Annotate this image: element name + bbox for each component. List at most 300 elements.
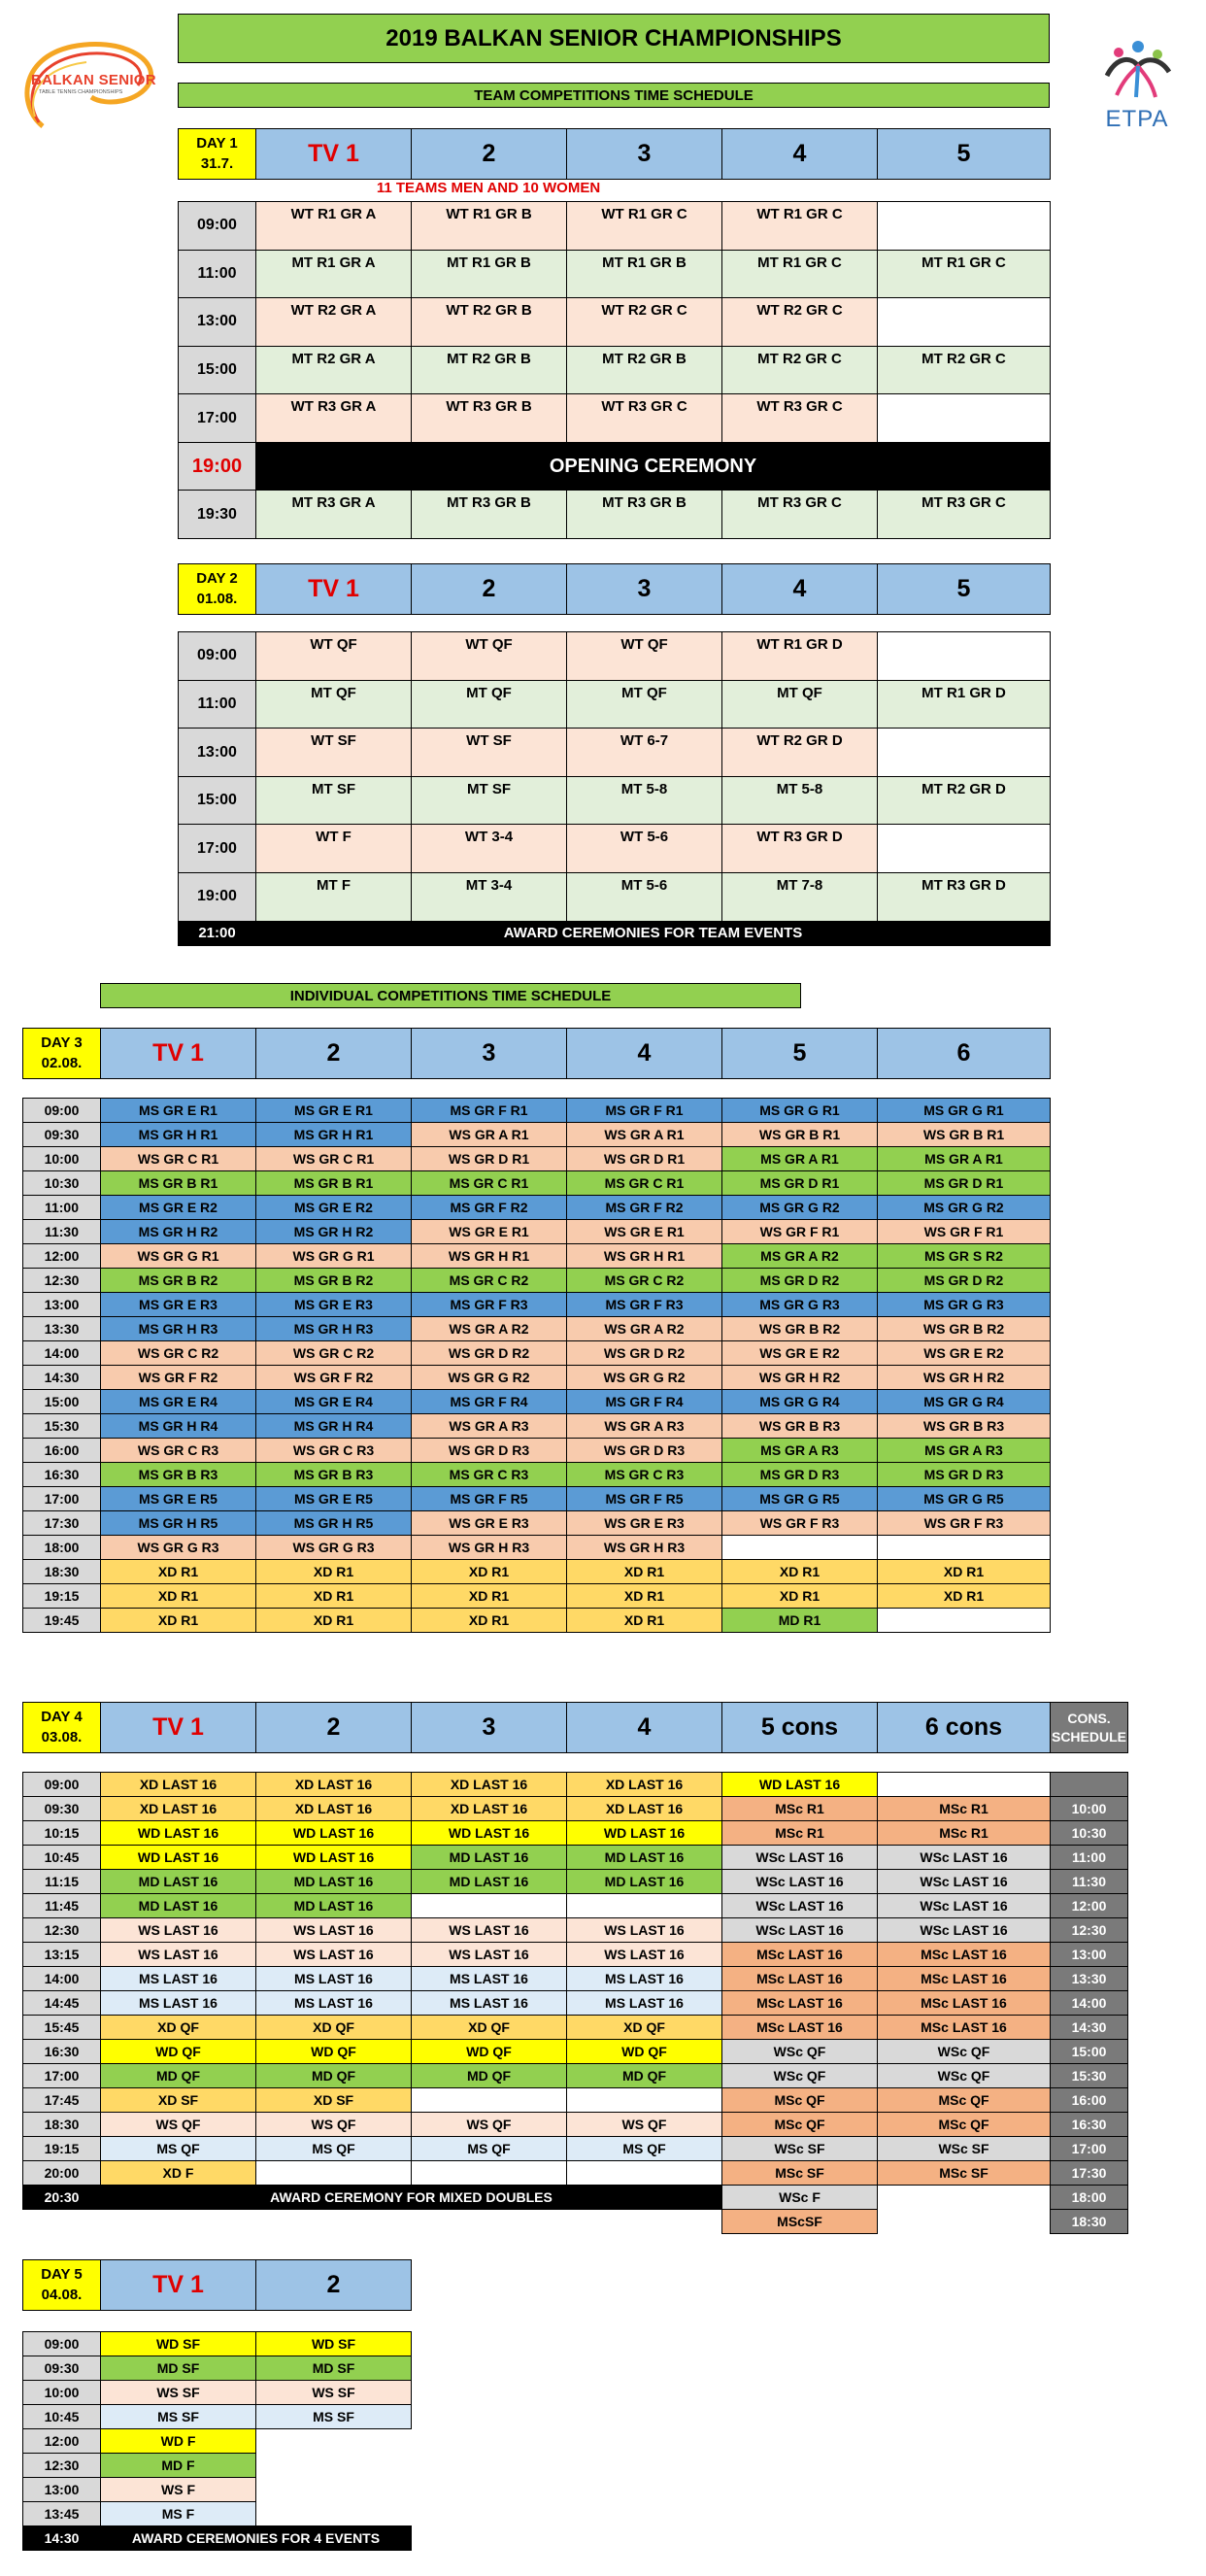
time-cell: 17:45: [23, 2088, 101, 2113]
footer-row: [179, 921, 1051, 945]
event-cell: MS GR F R3: [567, 1293, 722, 1317]
day2-label: DAY 2 01.08.: [179, 564, 256, 615]
event-cell: WD LAST 16: [722, 1773, 878, 1797]
day4-schedule: [22, 1772, 1128, 2234]
event-cell: MS QF: [567, 2137, 722, 2161]
ceremony-banner: OPENING CEREMONY: [256, 442, 1051, 491]
event-cell: WT R1 GR B: [412, 202, 567, 251]
event-cell: MT R2 GR A: [256, 346, 412, 394]
event-cell: MS GR D R3: [722, 1463, 878, 1487]
event-cell: MS GR B R1: [101, 1171, 256, 1196]
event-cell: MSc LAST 16: [722, 1991, 878, 2016]
event-cell: MS GR D R1: [722, 1171, 878, 1196]
event-cell: MS GR G R1: [878, 1099, 1051, 1123]
time-cell: 13:00: [23, 2478, 101, 2502]
event-cell: WS GR F R1: [878, 1220, 1051, 1244]
event-cell: MD LAST 16: [567, 1870, 722, 1894]
cons-time-cell: 12:00: [1051, 1894, 1128, 1918]
event-cell: WT R3 GR C: [722, 394, 878, 443]
event-cell: MT R2 GR C: [722, 346, 878, 394]
event-cell: XD R1: [256, 1560, 412, 1584]
time-cell: 17:00: [23, 2064, 101, 2088]
event-cell: XD R1: [412, 1609, 567, 1633]
event-cell: MT R2 GR B: [412, 346, 567, 394]
schedule-row: [179, 442, 1051, 491]
schedule-row: [179, 298, 1051, 347]
event-cell: WS GR E R2: [878, 1341, 1051, 1366]
event-cell: WD LAST 16: [101, 1846, 256, 1870]
event-cell: MT SF: [256, 776, 412, 825]
event-cell: MT R1 GR D: [878, 680, 1051, 729]
event-cell: MS SF: [101, 2405, 256, 2429]
event-cell: MS GR G R2: [722, 1196, 878, 1220]
event-cell: [878, 1773, 1051, 1797]
event-cell: [878, 632, 1051, 681]
event-cell: WD LAST 16: [101, 1821, 256, 1846]
time-cell: 11:45: [23, 1894, 101, 1918]
event-cell: WS GR G R2: [567, 1366, 722, 1390]
event-cell: WS GR H R1: [567, 1244, 722, 1269]
event-cell: XD QF: [101, 2016, 256, 2040]
event-cell: WS GR D R3: [412, 1439, 567, 1463]
col-2: 2: [256, 1029, 412, 1079]
event-cell: MT R3 GR B: [567, 491, 722, 539]
event-cell: WS GR G R1: [101, 1244, 256, 1269]
schedule-row: [179, 632, 1051, 681]
schedule-row: [23, 1390, 1051, 1414]
event-cell: WT R2 GR C: [722, 298, 878, 347]
event-cell: WSc LAST 16: [722, 1870, 878, 1894]
balkan-senior-logo: [14, 29, 165, 138]
time-cell: 20:30: [23, 2186, 101, 2210]
event-cell: MS QF: [412, 2137, 567, 2161]
event-cell: [567, 2088, 722, 2113]
extra-row: [23, 2210, 1128, 2234]
event-cell: XD R1: [101, 1584, 256, 1609]
event-cell: MSc LAST 16: [878, 2016, 1051, 2040]
time-cell: 16:30: [23, 2040, 101, 2064]
cons-time-cell: 13:00: [1051, 1943, 1128, 1967]
col-2: 2: [412, 564, 567, 615]
time-cell: 15:00: [23, 1390, 101, 1414]
schedule-row: [23, 2381, 412, 2405]
time-cell: 16:30: [23, 1463, 101, 1487]
time-cell: 11:15: [23, 1870, 101, 1894]
logo-title: BALKAN SENIOR: [31, 72, 156, 88]
event-cell: MS GR C R2: [412, 1269, 567, 1293]
event-cell: MT 7-8: [722, 873, 878, 922]
event-cell: WD LAST 16: [412, 1821, 567, 1846]
event-cell: MS GR G R4: [878, 1390, 1051, 1414]
schedule-row: [23, 1560, 1051, 1584]
time-cell: 09:00: [23, 1773, 101, 1797]
schedule-row: [179, 680, 1051, 729]
time-cell: 09:30: [23, 1797, 101, 1821]
teams-note: 11 TEAMS MEN AND 10 WOMEN: [376, 180, 601, 196]
day1-schedule: [178, 201, 1051, 539]
event-cell: MS GR E R5: [256, 1487, 412, 1511]
event-cell: [878, 394, 1051, 443]
event-cell: WT R3 GR A: [256, 394, 412, 443]
event-cell: WS GR F R1: [722, 1220, 878, 1244]
event-cell: MSc LAST 16: [878, 1991, 1051, 2016]
event-cell: MS LAST 16: [101, 1967, 256, 1991]
schedule-row: [23, 2502, 412, 2526]
schedule-row: [23, 2040, 1128, 2064]
event-cell: MS LAST 16: [567, 1991, 722, 2016]
schedule-row: [23, 1967, 1128, 1991]
event-cell: WS GR F R2: [256, 1366, 412, 1390]
event-cell: XD R1: [878, 1584, 1051, 1609]
event-cell: WSc LAST 16: [722, 1894, 878, 1918]
event-cell: WSc LAST 16: [878, 1870, 1051, 1894]
time-cell: 16:00: [23, 1439, 101, 1463]
schedule-row: [23, 1123, 1051, 1147]
schedule-row: [23, 1463, 1051, 1487]
event-cell: WT R1 GR C: [722, 202, 878, 251]
schedule-row: [23, 1269, 1051, 1293]
event-cell: MS GR F R1: [412, 1099, 567, 1123]
event-cell: WD SF: [256, 2332, 412, 2356]
event-cell: MT R3 GR D: [878, 873, 1051, 922]
col-tv1: TV 1: [256, 564, 412, 615]
event-cell: [722, 1536, 878, 1560]
cons-time-cell: 17:00: [1051, 2137, 1128, 2161]
event-cell: WD LAST 16: [567, 1821, 722, 1846]
empty-cell: [256, 2478, 412, 2502]
event-cell: MS GR F R2: [412, 1196, 567, 1220]
event-cell: WSc QF: [878, 2040, 1051, 2064]
event-cell: WT R2 GR D: [722, 729, 878, 777]
event-cell: MT R1 GR C: [722, 250, 878, 298]
event-cell: WS GR D R1: [412, 1147, 567, 1171]
schedule-row: [23, 2088, 1128, 2113]
day5-label: DAY 5 04.08.: [23, 2260, 101, 2311]
schedule-row: [23, 1414, 1051, 1439]
time-cell: 11:00: [179, 680, 256, 729]
event-cell: XD R1: [256, 1609, 412, 1633]
col-5: 5: [722, 1029, 878, 1079]
event-cell: WS GR C R3: [256, 1439, 412, 1463]
event-cell: MS GR H R3: [256, 1317, 412, 1341]
time-cell: 12:30: [23, 1918, 101, 1943]
event-cell: WS GR B R2: [878, 1317, 1051, 1341]
day5-schedule: [22, 2331, 412, 2551]
cons-time-cell: 14:30: [1051, 2016, 1128, 2040]
event-cell: XD SF: [256, 2088, 412, 2113]
time-cell: 11:00: [179, 250, 256, 298]
empty-cell: [878, 2186, 1051, 2210]
schedule-row: [23, 1487, 1051, 1511]
award-ceremony-banner: AWARD CEREMONY FOR MIXED DOUBLES: [101, 2186, 722, 2210]
schedule-row: [179, 491, 1051, 539]
schedule-row: [23, 1846, 1128, 1870]
event-cell: WS GR B R2: [722, 1317, 878, 1341]
event-cell: WS GR D R2: [567, 1341, 722, 1366]
event-cell: WS LAST 16: [256, 1943, 412, 1967]
event-cell: MSc QF: [722, 2113, 878, 2137]
event-cell: MS GR A R1: [878, 1147, 1051, 1171]
schedule-row: [23, 1196, 1051, 1220]
etpa-figures-icon: [1097, 37, 1177, 101]
event-cell: WS GR A R1: [567, 1123, 722, 1147]
event-cell: WSc LAST 16: [878, 1894, 1051, 1918]
event-cell: MS QF: [101, 2137, 256, 2161]
event-cell: WS LAST 16: [412, 1943, 567, 1967]
event-cell: MSc LAST 16: [878, 1943, 1051, 1967]
event-cell: WS GR G R3: [256, 1536, 412, 1560]
event-cell: WS GR F R3: [878, 1511, 1051, 1536]
event-cell: XD R1: [567, 1584, 722, 1609]
event-cell: MD QF: [412, 2064, 567, 2088]
event-cell: MS GR F R5: [567, 1487, 722, 1511]
event-cell: MD LAST 16: [101, 1870, 256, 1894]
event-cell: WS GR G R1: [256, 1244, 412, 1269]
time-cell: 13:15: [23, 1943, 101, 1967]
event-cell: WT F: [256, 825, 412, 873]
event-cell: MD LAST 16: [101, 1894, 256, 1918]
event-cell: WS GR C R2: [101, 1341, 256, 1366]
event-cell: MS LAST 16: [256, 1967, 412, 1991]
event-cell: XD LAST 16: [567, 1773, 722, 1797]
event-cell: WT R1 GR D: [722, 632, 878, 681]
schedule-row: [23, 1244, 1051, 1269]
event-cell: MSc R1: [878, 1821, 1051, 1846]
schedule-row: [179, 202, 1051, 251]
schedule-row: [23, 1991, 1128, 2016]
event-cell: WS GR C R3: [101, 1439, 256, 1463]
time-cell: 12:30: [23, 1269, 101, 1293]
event-cell: MT 5-8: [567, 776, 722, 825]
event-cell: MS LAST 16: [567, 1967, 722, 1991]
event-cell: MS GR F R1: [567, 1099, 722, 1123]
event-cell: MT 5-6: [567, 873, 722, 922]
empty-cell: [256, 2454, 412, 2478]
event-cell: MS GR B R3: [101, 1463, 256, 1487]
time-cell: 13:30: [23, 1317, 101, 1341]
footer-row: [23, 2186, 1128, 2210]
event-cell: MS GR B R2: [256, 1269, 412, 1293]
event-cell: MD F: [101, 2454, 256, 2478]
event-cell: WS LAST 16: [101, 1918, 256, 1943]
col-2: 2: [256, 2260, 412, 2311]
cons-time-cell: 15:30: [1051, 2064, 1128, 2088]
event-cell: MD LAST 16: [256, 1894, 412, 1918]
day1-header: [178, 128, 1051, 180]
event-cell: [412, 1894, 567, 1918]
event-cell: MS GR A R3: [722, 1439, 878, 1463]
event-cell: MS GR H R3: [101, 1317, 256, 1341]
event-cell: MS GR B R2: [101, 1269, 256, 1293]
time-cell: 13:45: [23, 2502, 101, 2526]
time-cell: 17:00: [179, 394, 256, 443]
col-2: 2: [412, 129, 567, 180]
event-cell: MT R1 GR B: [412, 250, 567, 298]
schedule-row: [23, 1171, 1051, 1196]
event-cell: WT QF: [412, 632, 567, 681]
event-cell: WS GR A R3: [567, 1414, 722, 1439]
event-cell: MS GR G R4: [722, 1390, 878, 1414]
event-cell: WT R2 GR B: [412, 298, 567, 347]
time-cell: 15:30: [23, 1414, 101, 1439]
time-cell: 09:00: [179, 202, 256, 251]
event-cell: WS GR F R3: [722, 1511, 878, 1536]
event-cell: WS GR G R3: [101, 1536, 256, 1560]
event-cell: WS SF: [256, 2381, 412, 2405]
cons-schedule-header: CONS. SCHEDULE: [1051, 1703, 1128, 1753]
time-cell: 15:00: [179, 776, 256, 825]
event-cell: WS GR B R3: [722, 1414, 878, 1439]
schedule-row: [23, 1439, 1051, 1463]
event-cell: MT SF: [412, 776, 567, 825]
schedule-row: [23, 2064, 1128, 2088]
schedule-row: [23, 1797, 1128, 1821]
event-cell: XD LAST 16: [256, 1773, 412, 1797]
event-cell: MS GR H R4: [256, 1414, 412, 1439]
event-cell: MS GR C R3: [567, 1463, 722, 1487]
time-cell: 19:00: [179, 442, 256, 491]
day3-schedule: [22, 1098, 1051, 1633]
col-tv1: TV 1: [256, 129, 412, 180]
event-cell: MS GR E R1: [256, 1099, 412, 1123]
event-cell: MS LAST 16: [101, 1991, 256, 2016]
event-cell: WS GR H R3: [412, 1536, 567, 1560]
event-cell: WSc F: [722, 2186, 878, 2210]
time-cell: 12:00: [23, 1244, 101, 1269]
time-cell: 19:45: [23, 1609, 101, 1633]
event-cell: WSc QF: [722, 2040, 878, 2064]
schedule-row: [23, 2016, 1128, 2040]
event-cell: MT R1 GR A: [256, 250, 412, 298]
time-cell: 17:30: [23, 1511, 101, 1536]
schedule-row: [179, 776, 1051, 825]
event-cell: MT R1 GR C: [878, 250, 1051, 298]
time-cell: 13:00: [23, 1293, 101, 1317]
empty-cell: [412, 2210, 567, 2234]
event-cell: MT R3 GR C: [722, 491, 878, 539]
event-cell: MSc SF: [878, 2161, 1051, 2186]
event-cell: WS GR B R3: [878, 1414, 1051, 1439]
event-cell: MD SF: [256, 2356, 412, 2381]
event-cell: WS GR A R3: [412, 1414, 567, 1439]
footer-row: [23, 2526, 412, 2551]
event-cell: MT QF: [412, 680, 567, 729]
event-cell: XD LAST 16: [101, 1797, 256, 1821]
time-cell: 14:00: [23, 1341, 101, 1366]
col-3: 3: [567, 564, 722, 615]
schedule-row: [23, 1536, 1051, 1560]
time-cell: 18:30: [23, 2113, 101, 2137]
col-3: 3: [567, 129, 722, 180]
event-cell: MS GR H R5: [256, 1511, 412, 1536]
event-cell: [878, 1536, 1051, 1560]
event-cell: WT QF: [256, 632, 412, 681]
event-cell: WS LAST 16: [256, 1918, 412, 1943]
event-cell: WS LAST 16: [412, 1918, 567, 1943]
event-cell: WT 5-6: [567, 825, 722, 873]
schedule-row: [23, 1773, 1128, 1797]
day4-label: DAY 4 03.08.: [23, 1703, 101, 1753]
event-cell: WS GR E R3: [412, 1511, 567, 1536]
event-cell: MS GR H R1: [101, 1123, 256, 1147]
event-cell: WSc SF: [722, 2137, 878, 2161]
time-cell: 15:00: [179, 346, 256, 394]
event-cell: XD F: [101, 2161, 256, 2186]
individual-schedule-title: INDIVIDUAL COMPETITIONS TIME SCHEDULE: [100, 983, 801, 1008]
day3-header: [22, 1028, 1051, 1079]
time-cell: 09:30: [23, 2356, 101, 2381]
event-cell: [567, 1894, 722, 1918]
event-cell: MS GR E R3: [101, 1293, 256, 1317]
time-cell: 10:00: [23, 2381, 101, 2405]
event-cell: [412, 2161, 567, 2186]
event-cell: [878, 298, 1051, 347]
event-cell: WS GR H R1: [412, 1244, 567, 1269]
event-cell: [256, 2161, 412, 2186]
cons-time-cell: 15:00: [1051, 2040, 1128, 2064]
event-cell: MS GR G R2: [878, 1196, 1051, 1220]
cons-time-cell: 14:00: [1051, 1991, 1128, 2016]
event-cell: XD R1: [412, 1560, 567, 1584]
event-cell: WS GR D R2: [412, 1341, 567, 1366]
award-ceremony-banner: AWARD CEREMONIES FOR 4 EVENTS: [101, 2526, 412, 2551]
time-cell: 19:30: [179, 491, 256, 539]
schedule-row: [23, 1220, 1051, 1244]
event-cell: MSc LAST 16: [722, 2016, 878, 2040]
event-cell: MS GR E R3: [256, 1293, 412, 1317]
event-cell: WD SF: [101, 2332, 256, 2356]
event-cell: WS SF: [101, 2381, 256, 2405]
event-cell: XD LAST 16: [412, 1797, 567, 1821]
event-cell: [878, 825, 1051, 873]
schedule-row: [23, 1511, 1051, 1536]
event-cell: MS GR F R2: [567, 1196, 722, 1220]
event-cell: WT R1 GR C: [567, 202, 722, 251]
event-cell: MS GR A R2: [722, 1244, 878, 1269]
event-cell: WS GR D R1: [567, 1147, 722, 1171]
etpa-logo: [1097, 37, 1177, 134]
day4-header: [22, 1702, 1128, 1753]
schedule-row: [23, 1584, 1051, 1609]
event-cell: WS QF: [256, 2113, 412, 2137]
cons-time-cell: 10:00: [1051, 1797, 1128, 1821]
event-cell: MT R2 GR D: [878, 776, 1051, 825]
event-cell: MS QF: [256, 2137, 412, 2161]
event-cell: MScSF: [722, 2210, 878, 2234]
event-cell: XD R1: [256, 1584, 412, 1609]
cons-time-cell: 13:30: [1051, 1967, 1128, 1991]
time-cell: 17:00: [23, 1487, 101, 1511]
event-cell: MS GR E R1: [101, 1099, 256, 1123]
event-cell: XD LAST 16: [412, 1773, 567, 1797]
event-cell: WD QF: [256, 2040, 412, 2064]
event-cell: [878, 202, 1051, 251]
col-4: 4: [567, 1703, 722, 1753]
event-cell: MS GR D R2: [722, 1269, 878, 1293]
col-2: 2: [256, 1703, 412, 1753]
schedule-row: [23, 2429, 412, 2454]
time-cell: 12:00: [23, 2429, 101, 2454]
event-cell: MS GR C R3: [412, 1463, 567, 1487]
empty-cell: [256, 2210, 412, 2234]
event-cell: WD QF: [567, 2040, 722, 2064]
event-cell: WT R3 GR C: [567, 394, 722, 443]
event-cell: MS GR D R2: [878, 1269, 1051, 1293]
event-cell: MT R3 GR B: [412, 491, 567, 539]
event-cell: MD QF: [256, 2064, 412, 2088]
event-cell: WT R1 GR A: [256, 202, 412, 251]
event-cell: WS GR E R2: [722, 1341, 878, 1366]
